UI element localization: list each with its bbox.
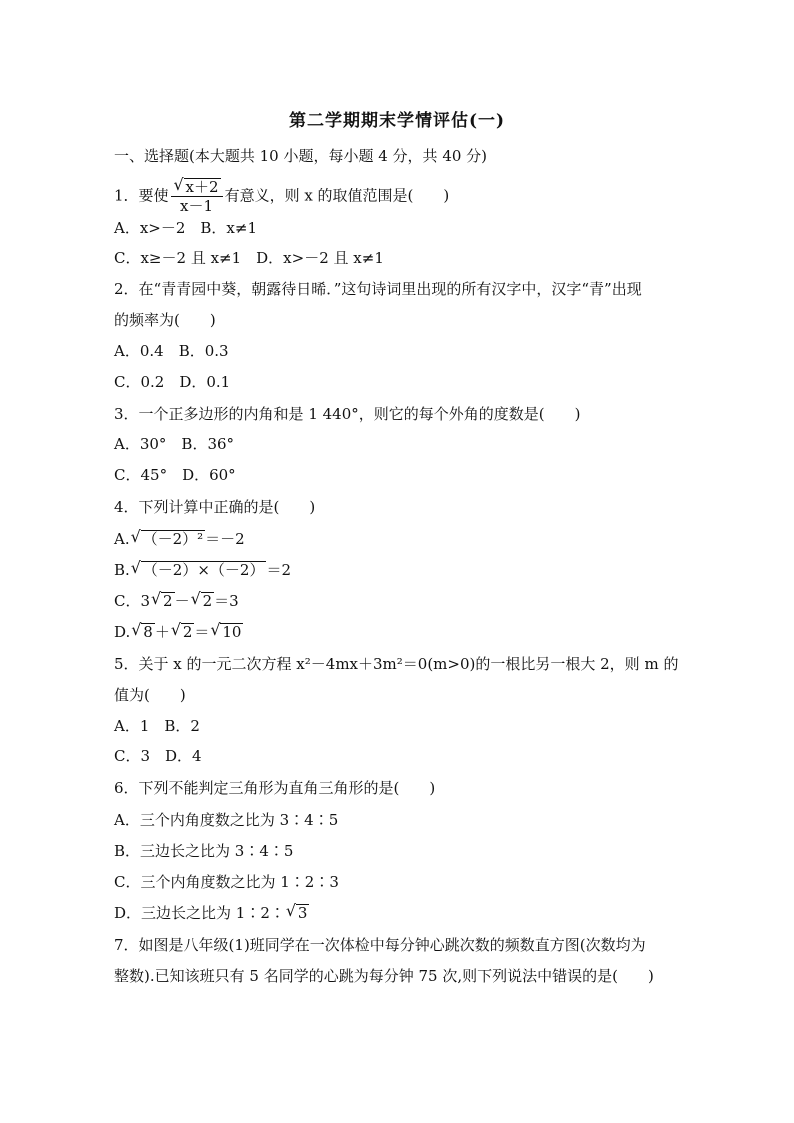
q4-d-radical-1 bbox=[132, 622, 155, 642]
q6-d-radicand: 3 bbox=[297, 904, 308, 922]
q6-option-d bbox=[114, 903, 309, 923]
q4-a-radical bbox=[132, 529, 206, 549]
q4-option-a bbox=[114, 529, 245, 549]
q4-d-radicand-1: 8 bbox=[143, 623, 153, 641]
q1-denominator: x－1 bbox=[180, 197, 214, 215]
q4-a-radicand: （－2）² bbox=[142, 530, 204, 548]
q5-options-ab: A．1 B．2 bbox=[114, 717, 200, 735]
q4-c-result: ＝3 bbox=[214, 592, 239, 610]
section-heading: 一、选择题(本大题共 10 小题，每小题 4 分，共 40 分) bbox=[114, 147, 488, 165]
q4-b-result: ＝2 bbox=[266, 561, 291, 579]
q1-fraction bbox=[171, 178, 223, 215]
q7-stem-line1: 7．如图是八年级(1)班同学在一次体检中每分钟心跳次数的频数直方图(次数均为 bbox=[114, 936, 646, 954]
q1-numerator: x＋2 bbox=[185, 178, 219, 196]
q4-d-radical-3 bbox=[211, 622, 243, 642]
q3-stem: 3．一个正多边形的内角和是 1 440°，则它的每个外角的度数是( ) bbox=[114, 405, 581, 423]
question-1-stem bbox=[114, 178, 449, 215]
q4-d-radicand-2: 2 bbox=[182, 623, 193, 641]
q6-d-text: D．三边长之比为 1∶2∶ bbox=[114, 904, 285, 922]
page-title: 第二学期期末学情评估(一) bbox=[288, 111, 506, 131]
q4-c-radical-2 bbox=[192, 591, 215, 611]
q4-option-c bbox=[114, 591, 239, 611]
q4-b-radical bbox=[132, 560, 267, 580]
q1-radical bbox=[175, 178, 221, 196]
q1-prefix: 1．要使 bbox=[114, 186, 169, 205]
q6-option-a: A．三个内角度数之比为 3∶4∶5 bbox=[114, 811, 339, 829]
q4-stem: 4．下列计算中正确的是( ) bbox=[114, 498, 316, 516]
q4-b-label: B. bbox=[114, 561, 130, 579]
q2-options-ab: A．0.4 B．0.3 bbox=[114, 342, 229, 360]
q4-c-operator: － bbox=[174, 592, 190, 610]
q5-options-cd: C．3 D．4 bbox=[114, 747, 202, 765]
q4-c-label: C．3 bbox=[114, 592, 151, 610]
q4-d-label: D. bbox=[114, 623, 131, 641]
q6-d-radical bbox=[287, 903, 310, 923]
q3-options-cd: C．45° D．60° bbox=[114, 466, 236, 484]
q4-option-d bbox=[114, 622, 243, 642]
q2-options-cd: C．0.2 D．0.1 bbox=[114, 373, 231, 391]
q6-option-b: B．三边长之比为 3∶4∶5 bbox=[114, 842, 294, 860]
q1-suffix: 有意义，则 x 的取值范围是( ) bbox=[224, 186, 450, 205]
q5-stem-line2: 值为( ) bbox=[114, 686, 186, 704]
q4-d-radicand-3: 10 bbox=[222, 623, 242, 641]
q7-stem-line2: 整数).已知该班只有 5 名同学的心跳为每分钟 75 次,则下列说法中错误的是( ) bbox=[114, 967, 654, 985]
q4-d-radical-2 bbox=[172, 622, 195, 642]
q4-d-operator: ＋ bbox=[154, 623, 170, 641]
q4-a-label: A. bbox=[114, 530, 130, 548]
q1-options-ab: A．x>－2 B．x≠1 bbox=[114, 219, 257, 237]
q4-option-b bbox=[114, 560, 291, 580]
q2-stem-line2: 的频率为( ) bbox=[114, 311, 216, 329]
q4-b-radicand: （－2）×（－2） bbox=[142, 561, 265, 579]
q5-stem-line1: 5．关于 x 的一元二次方程 x²－4mx＋3m²＝0(m>0)的一根比另一根大 2，则 m 的 bbox=[114, 655, 679, 673]
q1-options-cd: C．x≥－2 且 x≠1 D．x>－2 且 x≠1 bbox=[114, 249, 384, 267]
q4-c-radical-1 bbox=[152, 591, 175, 611]
q4-d-equals: ＝ bbox=[194, 623, 210, 641]
q4-a-result: ＝－2 bbox=[205, 530, 245, 548]
q4-c-radicand-1: 2 bbox=[163, 592, 173, 610]
q6-stem: 6．下列不能判定三角形为直角三角形的是( ) bbox=[114, 779, 436, 797]
q3-options-ab: A．30° B．36° bbox=[114, 435, 235, 453]
q4-c-radicand-2: 2 bbox=[202, 592, 213, 610]
q6-option-c: C．三个内角度数之比为 1∶2∶3 bbox=[114, 873, 339, 891]
q2-stem-line1: 2．在“青青园中葵，朝露待日晞．”这句诗词里出现的所有汉字中，汉字“青”出现 bbox=[114, 280, 642, 298]
